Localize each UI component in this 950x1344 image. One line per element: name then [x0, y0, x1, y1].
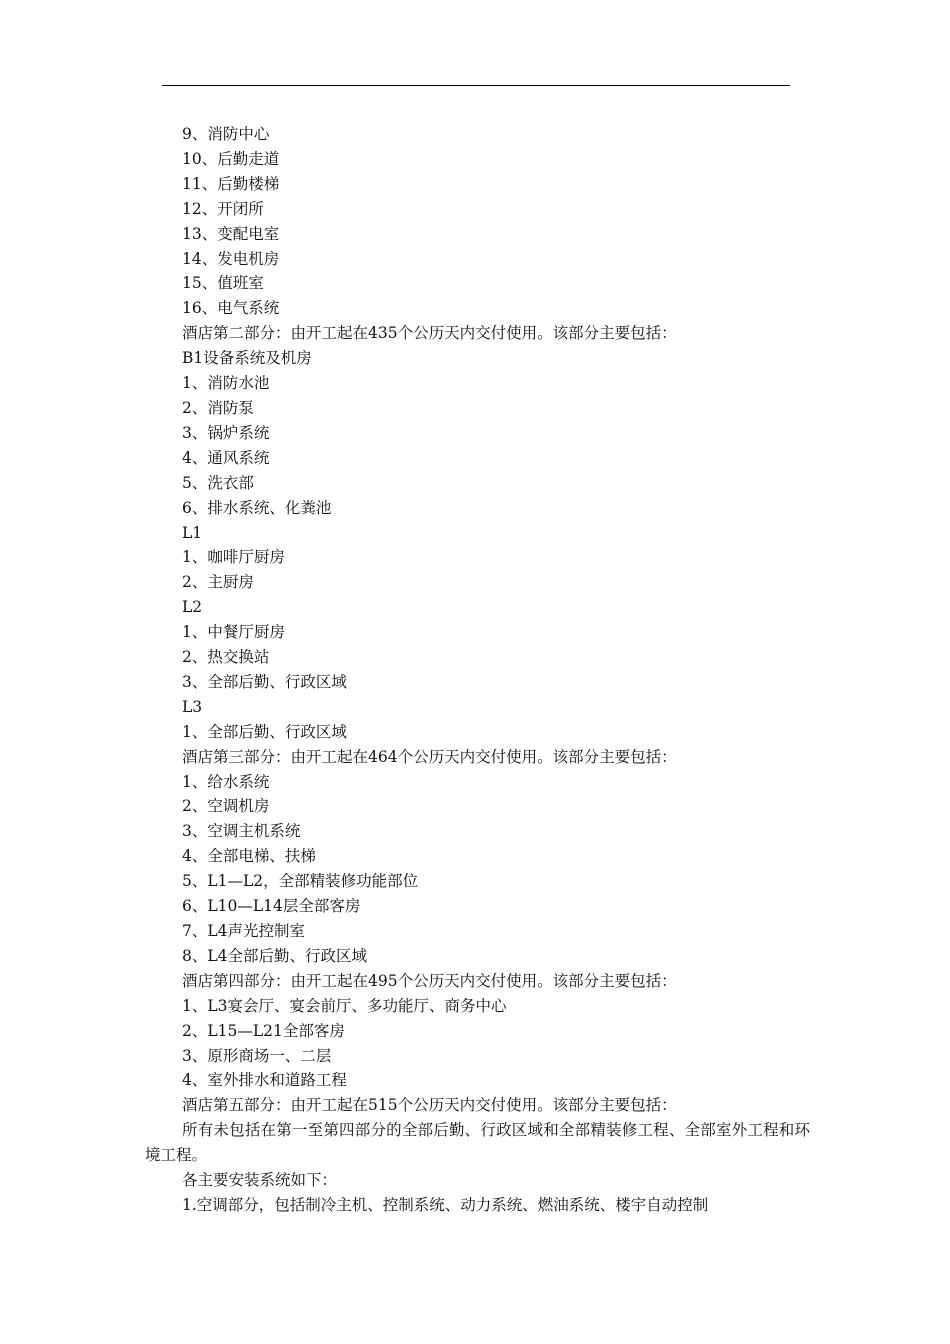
text-line: 3、原形商场一、二层 [182, 1046, 332, 1065]
text-line: 2、消防泵 [182, 398, 254, 417]
text-line: 3、锅炉系统 [182, 423, 270, 442]
header-rule [162, 85, 790, 86]
text-line: 8、L4全部后勤、行政区域 [182, 946, 368, 965]
text-line: 6、排水系统、化粪池 [182, 498, 332, 517]
list-block-2 [145, 1168, 810, 1218]
text-line: 4、通风系统 [182, 448, 270, 467]
text-line: 2、空调机房 [182, 797, 270, 816]
text-line: 1、全部后勤、行政区域 [182, 722, 347, 741]
text-line: 1、消防水池 [182, 374, 270, 393]
text-line: 3、空调主机系统 [182, 822, 301, 841]
text-line: 1、咖啡厅厨房 [182, 548, 285, 567]
text-line: 2、主厨房 [182, 573, 254, 592]
text-line: L3 [182, 697, 203, 716]
text-line: 2、L15—L21全部客房 [182, 1021, 345, 1040]
document-body [145, 122, 810, 1218]
text-line: 11、后勤楼梯 [182, 174, 280, 193]
text-line: 12、开闭所 [182, 199, 264, 218]
text-line: 酒店第三部分：由开工起在464个公历天内交付使用。该部分主要包括： [182, 747, 677, 766]
text-line: 1、L3宴会厅、宴会前厅、多功能厅、商务中心 [182, 996, 507, 1015]
text-line: 2、热交换站 [182, 648, 270, 667]
list-block [145, 122, 810, 1118]
text-line: L2 [182, 598, 203, 617]
text-line: 1、给水系统 [182, 772, 270, 791]
text-line: 4、室外排水和道路工程 [182, 1071, 347, 1090]
text-line: 5、洗衣部 [182, 473, 254, 492]
text-line: 酒店第五部分：由开工起在515个公历天内交付使用。该部分主要包括： [182, 1096, 677, 1115]
text-line: 6、L10—L14层全部客房 [182, 897, 361, 916]
text-line: 7、L4声光控制室 [182, 922, 306, 940]
text-line: 1.空调部分，包括制冷主机、控制系统、动力系统、燃油系统、楼宇自动控制 [182, 1195, 709, 1214]
text-line: 13、变配电室 [182, 224, 280, 243]
text-line: 14、发电机房 [182, 249, 280, 268]
text-line: 各主要安装系统如下： [182, 1171, 338, 1190]
text-line: B1设备系统及机房 [182, 349, 312, 368]
text-line: 1、中餐厅厨房 [182, 623, 285, 642]
text-line: 3、全部后勤、行政区域 [182, 672, 347, 691]
text-line: 酒店第二部分：由开工起在435个公历天内交付使用。该部分主要包括： [182, 324, 677, 343]
text-line: 4、全部电梯、扶梯 [182, 847, 316, 866]
text-line: 10、后勤走道 [182, 149, 280, 168]
text-line: 5、L1—L2，全部精装修功能部位 [182, 872, 419, 891]
text-line: 15、值班室 [182, 274, 264, 293]
text-line: L1 [182, 523, 203, 542]
text-line: 酒店第四部分：由开工起在495个公历天内交付使用。该部分主要包括： [182, 971, 677, 990]
text-line: 9、消防中心 [182, 125, 270, 143]
text-line: 16、电气系统 [182, 299, 280, 318]
paragraph: 所有未包括在第一至第四部分的全部后勤、行政区域和全部精装修工程、全部室外工程和环境工程。 [145, 1121, 810, 1165]
